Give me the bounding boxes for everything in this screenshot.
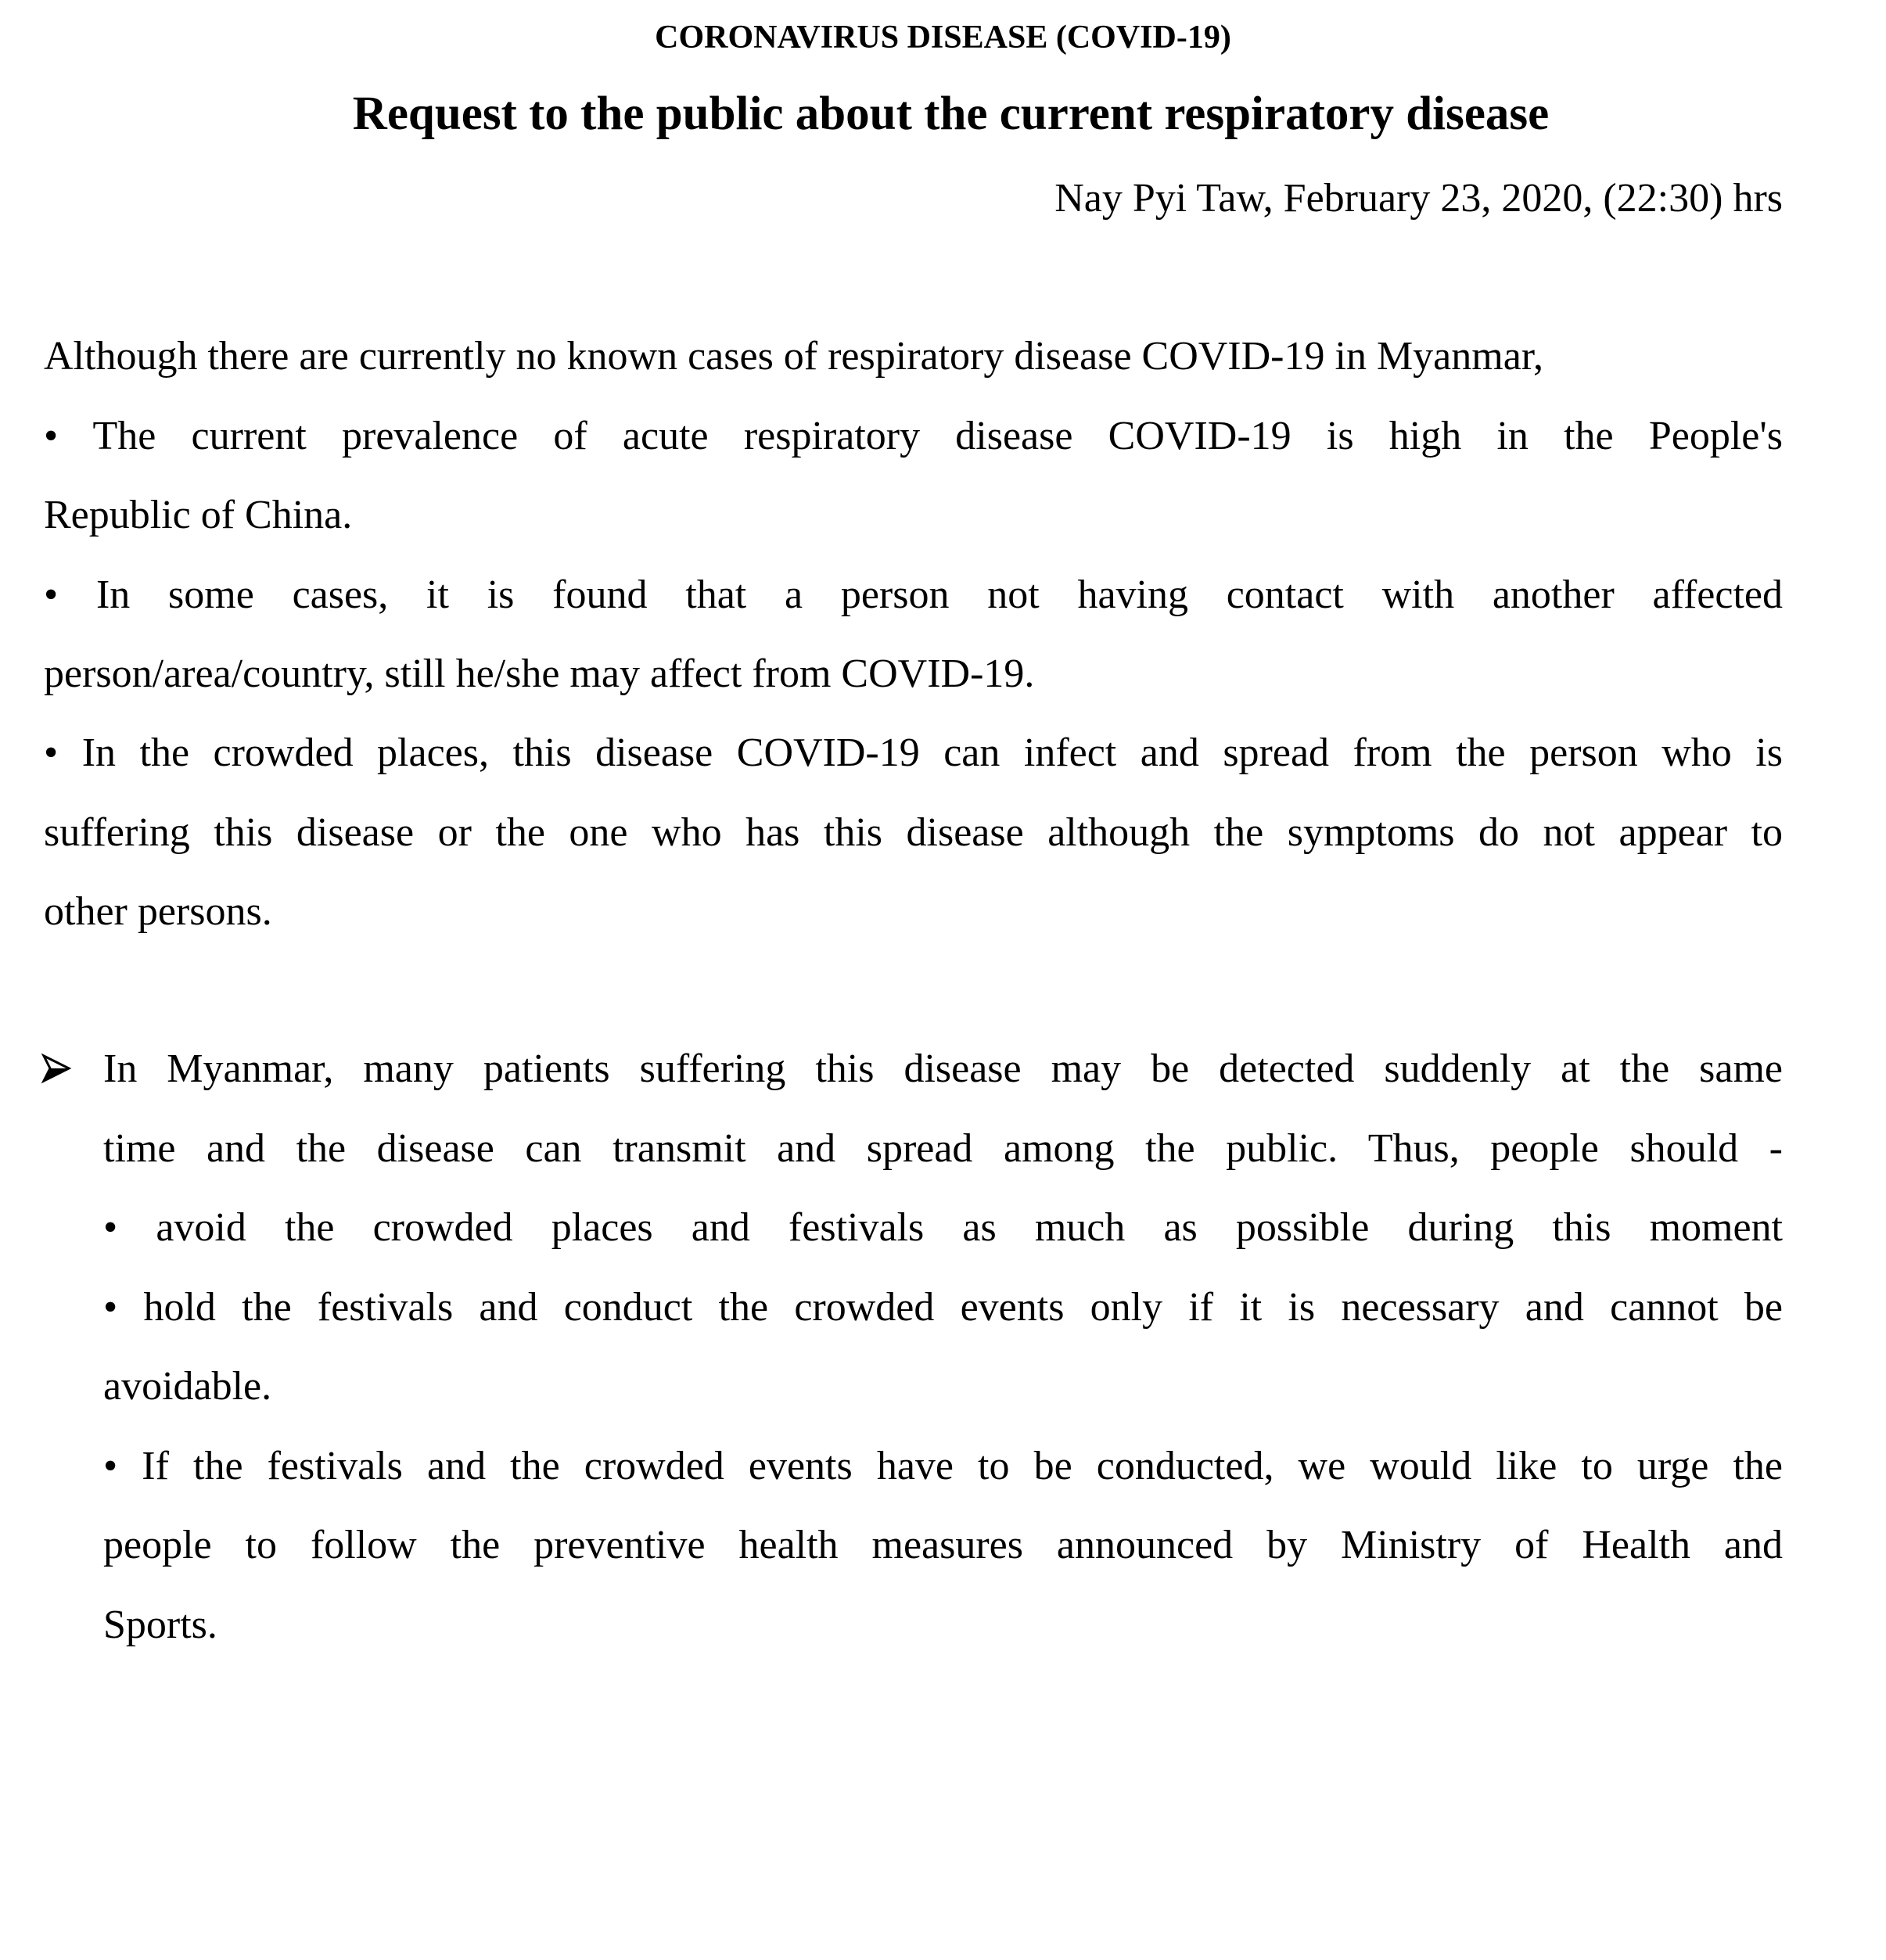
arrowhead-bullet-icon <box>41 1053 72 1084</box>
paragraph-line: Although there are currently no known cases of respiratory disease COVID-19 in Myanmar, <box>44 334 1544 379</box>
paragraph-line: Republic of China. <box>44 493 353 537</box>
bullet-line: • In some cases, it is found that a person not having contact with another affected <box>44 573 1783 617</box>
paragraph-line: In Myanmar, many patients suffering this disease may be detected suddenly at the same <box>103 1046 1783 1091</box>
paragraph-line: other persons. <box>44 889 272 934</box>
paragraph-line: avoidable. <box>103 1364 272 1409</box>
dateline: Nay Pyi Taw, February 23, 2020, (22:30) hrs <box>1054 176 1783 221</box>
paragraph-line: Sports. <box>103 1603 217 1647</box>
bullet-line: • If the festivals and the crowded events have to be conducted, we would like to urge the <box>103 1444 1783 1488</box>
paragraph-line: person/area/country, still he/she may affect from COVID-19. <box>44 652 1035 696</box>
document-category: CORONAVIRUS DISEASE (COVID-19) <box>655 20 1231 56</box>
bullet-line: • In the crowded places, this disease COVID-19 can infect and spread from the person who is <box>44 731 1783 775</box>
bullet-line: • avoid the crowded places and festivals as much as possible during this moment <box>103 1205 1783 1250</box>
paragraph-line: suffering this disease or the one who has this disease although the symptoms do not appear to <box>44 810 1783 855</box>
bullet-line: • The current prevalence of acute respiratory disease COVID-19 is high in the People's <box>44 414 1783 458</box>
document-title: Request to the public about the current respiratory disease <box>352 88 1550 140</box>
paragraph-line: time and the disease can transmit and spread among the public. Thus, people should - <box>103 1126 1783 1171</box>
paragraph-line: people to follow the preventive health measures announced by Ministry of Health and <box>103 1523 1783 1567</box>
bullet-line: • hold the festivals and conduct the crowded events only if it is necessary and cannot be <box>103 1285 1783 1330</box>
